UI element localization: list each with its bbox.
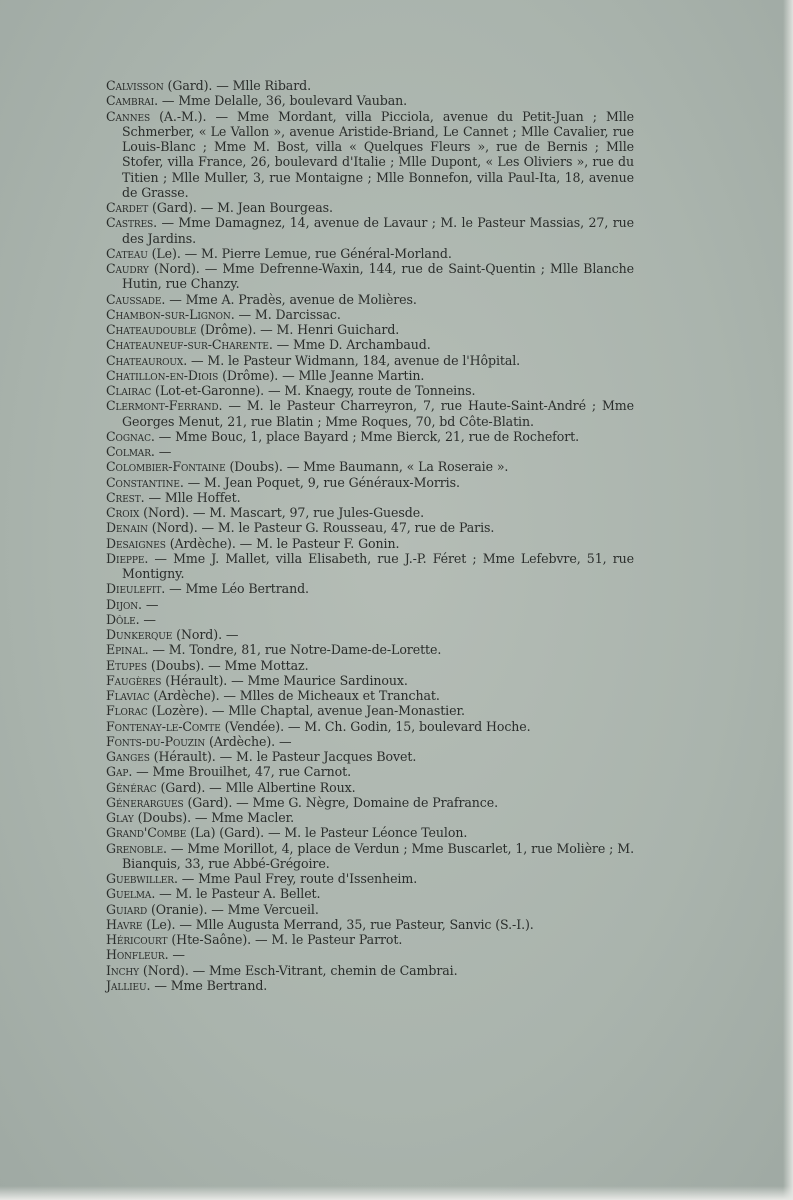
entry-details: . — Mme Morillot, 4, place de Verdun ; Mme Buscarlet, 1, rue Molière ; M. Bianquis, 33, rue Abbé-Grégoire. (122, 840, 634, 871)
place-name: Clairac (106, 383, 152, 398)
entry-details: (Lot-et-Garonne). — M. Knaegy, route de Tonneins. (151, 383, 476, 398)
directory-entry (106, 841, 634, 872)
place-name: Chateauneuf-sur-Charente (106, 337, 269, 353)
directory-entry (106, 658, 634, 673)
place-name: Dieulefit (106, 581, 162, 597)
place-name: Chatillon-en-Diois (106, 367, 219, 383)
place-name: Desaignes (106, 535, 166, 551)
place-name: Faugères (106, 672, 162, 688)
directory-entry (106, 627, 634, 642)
directory-entry (106, 200, 634, 215)
entry-details: . — Mme Brouilhet, 47, rue Carnot. (128, 764, 352, 780)
place-name: Castres (106, 215, 154, 231)
entry-details: . — M. le Pasteur Charreyron, 7, rue Haute-Saint-André ; Mme Georges Menut, 21, rue Blatin ; Mme Roques, 70, bd Côte-Blatin. (122, 398, 634, 429)
entry-details: (A.-M.). — Mme Mordant, villa Picciola, avenue du Petit-Juan ; Mlle Schmerber, « Le Vallon », avenue Aristide-Briand, Le Cannet ; Mlle Cavalier, rue Louis-Blanc ; Mme M. Bost, villa « Quelques Fleurs », rue de Bernis ; Mlle Stofer, villa France, 26, boulevard d'Italie ; Mlle Dupont, « Les Oliviers », rue du Titien ; Mlle Muller, 3, rue Montaigne ; Mlle Bonnefon, villa Paul-Ita, 18, avenue de Grasse. (122, 108, 634, 200)
directory-entry (106, 719, 634, 734)
directory-entry (106, 261, 634, 292)
place-name: Cateau (106, 245, 148, 261)
entry-details: . — (138, 596, 159, 612)
entry-details: (Ardèche). — Mlles de Micheaux et Tranchat. (149, 688, 440, 703)
directory-entry (106, 368, 634, 383)
place-name: Grand'Combe (106, 825, 187, 841)
place-name: Inchy (106, 962, 140, 978)
directory-entry (106, 109, 634, 201)
place-name: Cambrai (106, 93, 155, 109)
entry-details: (Oranie). — Mme Vercueil. (147, 901, 319, 917)
directory-entry (106, 383, 634, 398)
directory-entry (106, 688, 634, 703)
place-name: Guelma (106, 886, 152, 902)
directory-entry (106, 795, 634, 810)
directory-entry (106, 581, 634, 596)
directory-entry (106, 947, 634, 962)
entry-details: . — M. Jean Poquet, 9, rue Généraux-Morris. (179, 474, 460, 490)
entry-details: (Drôme). — Mlle Jeanne Martin. (218, 367, 425, 383)
directory-entry (106, 475, 634, 490)
entry-details: (Ardèche). — (205, 733, 292, 749)
place-name: Clermont-Ferrand (106, 398, 219, 414)
directory-entry (106, 780, 634, 795)
place-name: Cognac (106, 428, 151, 444)
directory-entry (106, 353, 634, 368)
entry-details: (Doubs). — Mme Baumann, « La Roseraie ». (225, 459, 509, 475)
place-name: Etupes (106, 657, 147, 673)
entry-details: . — Mme Bouc, 1, place Bayard ; Mme Bierck, 21, rue de Rochefort. (150, 428, 580, 444)
entry-details: . — M. Darcissac. (230, 306, 341, 322)
entry-details: . — Mme J. Mallet, villa Elisabeth, rue J.-P. Féret ; Mme Lefebvre, 51, rue Montigny. (122, 550, 634, 581)
entry-details: (Nord). — M. le Pasteur G. Rousseau, 47, rue de Paris. (147, 520, 495, 536)
entry-details: . — Mme A. Pradès, avenue de Molières. (161, 291, 417, 307)
place-name: Chateaudouble (106, 322, 197, 337)
place-name: Ganges (106, 749, 150, 764)
entry-details: (Nord). — Mme Defrenne-Waxin, 144, rue de Saint-Quentin ; Mlle Blanche Hutin, rue Chanzy. (122, 261, 634, 292)
directory-entry (106, 749, 634, 764)
place-name: Guebwiller (106, 871, 174, 886)
place-name: Flaviac (106, 688, 150, 703)
place-name: Cannes (106, 108, 151, 124)
directory-entry (106, 337, 634, 352)
place-name: Calvisson (106, 78, 164, 93)
entry-details: . — Mme Delalle, 36, boulevard Vauban. (154, 93, 408, 109)
entry-details: (Nord). — Mme Esch-Vitrant, chemin de Cambrai. (139, 962, 458, 978)
entry-details: (Hérault). — Mme Maurice Sardinoux. (161, 672, 408, 688)
place-name: Constantine (106, 474, 180, 490)
directory-entry (106, 429, 634, 444)
place-name: Génerargues (106, 794, 184, 810)
directory-entry (106, 246, 634, 261)
place-name: Cardet (106, 200, 149, 215)
entry-details: . — Mme Paul Frey, route d'Issenheim. (173, 871, 418, 886)
entry-details: (Ardèche). — M. le Pasteur F. Gonin. (165, 535, 400, 551)
place-name: Florac (106, 703, 148, 719)
entry-details: . — (135, 611, 156, 627)
place-name: Grenoble (106, 840, 164, 856)
directory-entry (106, 963, 634, 978)
directory-list (106, 78, 634, 993)
place-name: Jallieu (106, 977, 147, 993)
directory-entry (106, 551, 634, 582)
directory-entry (106, 505, 634, 520)
entry-details: . — M. Tondre, 81, rue Notre-Dame-de-Lorette. (144, 642, 442, 658)
place-name: Héricourt (106, 932, 168, 947)
directory-entry (106, 597, 634, 612)
place-name: Dunkerque (106, 627, 173, 642)
entry-details: (Le). — Mlle Augusta Merrand, 35, rue Pasteur, Sanvic (S.-I.). (142, 916, 534, 932)
entry-details: (La) (Gard). — M. le Pasteur Léonce Teulon. (186, 825, 468, 841)
place-name: Fonts-du-Pouzin (106, 733, 206, 749)
entry-details: (Doubs). — Mme Macler. (133, 810, 295, 825)
entry-details: . — Mme D. Archambaud. (268, 337, 431, 353)
place-name: Colmar (106, 444, 151, 459)
place-name: Fontenay-le-Comte (106, 718, 221, 734)
place-name: Colombier-Fontaine (106, 459, 226, 475)
entry-details: (Drôme). — M. Henri Guichard. (196, 322, 400, 337)
place-name: Havre (106, 916, 143, 932)
entry-details: (Gard). — M. Jean Bourgeas. (148, 200, 333, 215)
entry-details: (Gard). — Mme G. Nègre, Domaine de Prafrance. (183, 794, 499, 810)
entry-details: (Gard). — Mlle Albertine Roux. (156, 779, 356, 795)
place-name: Crest (106, 489, 141, 505)
place-name: Caudry (106, 261, 149, 276)
directory-entry (106, 398, 634, 429)
directory-entry (106, 978, 634, 993)
entry-details: . — Mme Léo Bertrand. (161, 581, 309, 597)
entry-details: (Doubs). — Mme Mottaz. (146, 657, 309, 673)
entry-details: . — (164, 947, 185, 963)
place-name: Epinal (106, 642, 145, 658)
entry-details: . — M. le Pasteur A. Bellet. (151, 886, 321, 902)
directory-entry (106, 932, 634, 947)
directory-entry (106, 292, 634, 307)
directory-entry (106, 902, 634, 917)
entry-details: . — (150, 444, 172, 459)
directory-entry (106, 444, 634, 459)
directory-entry (106, 536, 634, 551)
place-name: Dieppe (106, 550, 145, 566)
directory-entry (106, 93, 634, 108)
directory-entry (106, 307, 634, 322)
directory-entry (106, 886, 634, 901)
place-name: Chateauroux (106, 352, 184, 368)
entry-details: (Hérault). — M. le Pasteur Jacques Bovet. (149, 749, 417, 764)
place-name: Guiard (106, 901, 148, 917)
place-name: Croix (106, 505, 140, 520)
directory-entry (106, 490, 634, 505)
place-name: Générac (106, 779, 157, 795)
directory-entry (106, 612, 634, 627)
directory-entry (106, 764, 634, 779)
entry-details: (Nord). — M. Mascart, 97, rue Jules-Guesde. (139, 505, 424, 520)
page-edge (0, 1186, 793, 1200)
place-name: Gap (106, 764, 129, 780)
place-name: Denain (106, 520, 148, 536)
entry-details: (Vendée). — M. Ch. Godin, 15, boulevard Hoche. (220, 718, 531, 734)
entry-details: (Hte-Saône). — M. le Pasteur Parrot. (167, 932, 403, 947)
directory-entry (106, 917, 634, 932)
directory-entry (106, 673, 634, 688)
entry-details: (Gard). — Mlle Ribard. (163, 78, 311, 93)
place-name: Honfleur (106, 947, 165, 963)
directory-entry (106, 78, 634, 93)
directory-entry (106, 734, 634, 749)
directory-entry (106, 322, 634, 337)
directory-entry (106, 825, 634, 840)
directory-entry (106, 871, 634, 886)
directory-entry (106, 215, 634, 246)
entry-details: (Lozère). — Mlle Chaptal, avenue Jean-Monastier. (147, 703, 465, 719)
place-name: Glay (106, 810, 134, 825)
entry-details: . — Mme Bertrand. (146, 977, 268, 993)
directory-entry (106, 810, 634, 825)
entry-details: . — Mme Damagnez, 14, avenue de Lavaur ; M. le Pasteur Massias, 27, rue des Jardins. (122, 215, 634, 246)
place-name: Dôle (106, 611, 136, 627)
place-name: Caussade (106, 291, 162, 307)
entry-details: . — Mlle Hoffet. (140, 489, 241, 505)
place-name: Chambon-sur-Lignon (106, 306, 231, 322)
entry-details: (Nord). — (172, 627, 239, 642)
directory-entry (106, 642, 634, 657)
directory-entry (106, 703, 634, 718)
directory-entry (106, 459, 634, 474)
directory-entry (106, 520, 634, 535)
place-name: Dijon (106, 596, 139, 612)
entry-details: (Le). — M. Pierre Lemue, rue Général-Morland. (147, 245, 452, 261)
entry-details: . — M. le Pasteur Widmann, 184, avenue de l'Hôpital. (183, 352, 521, 368)
